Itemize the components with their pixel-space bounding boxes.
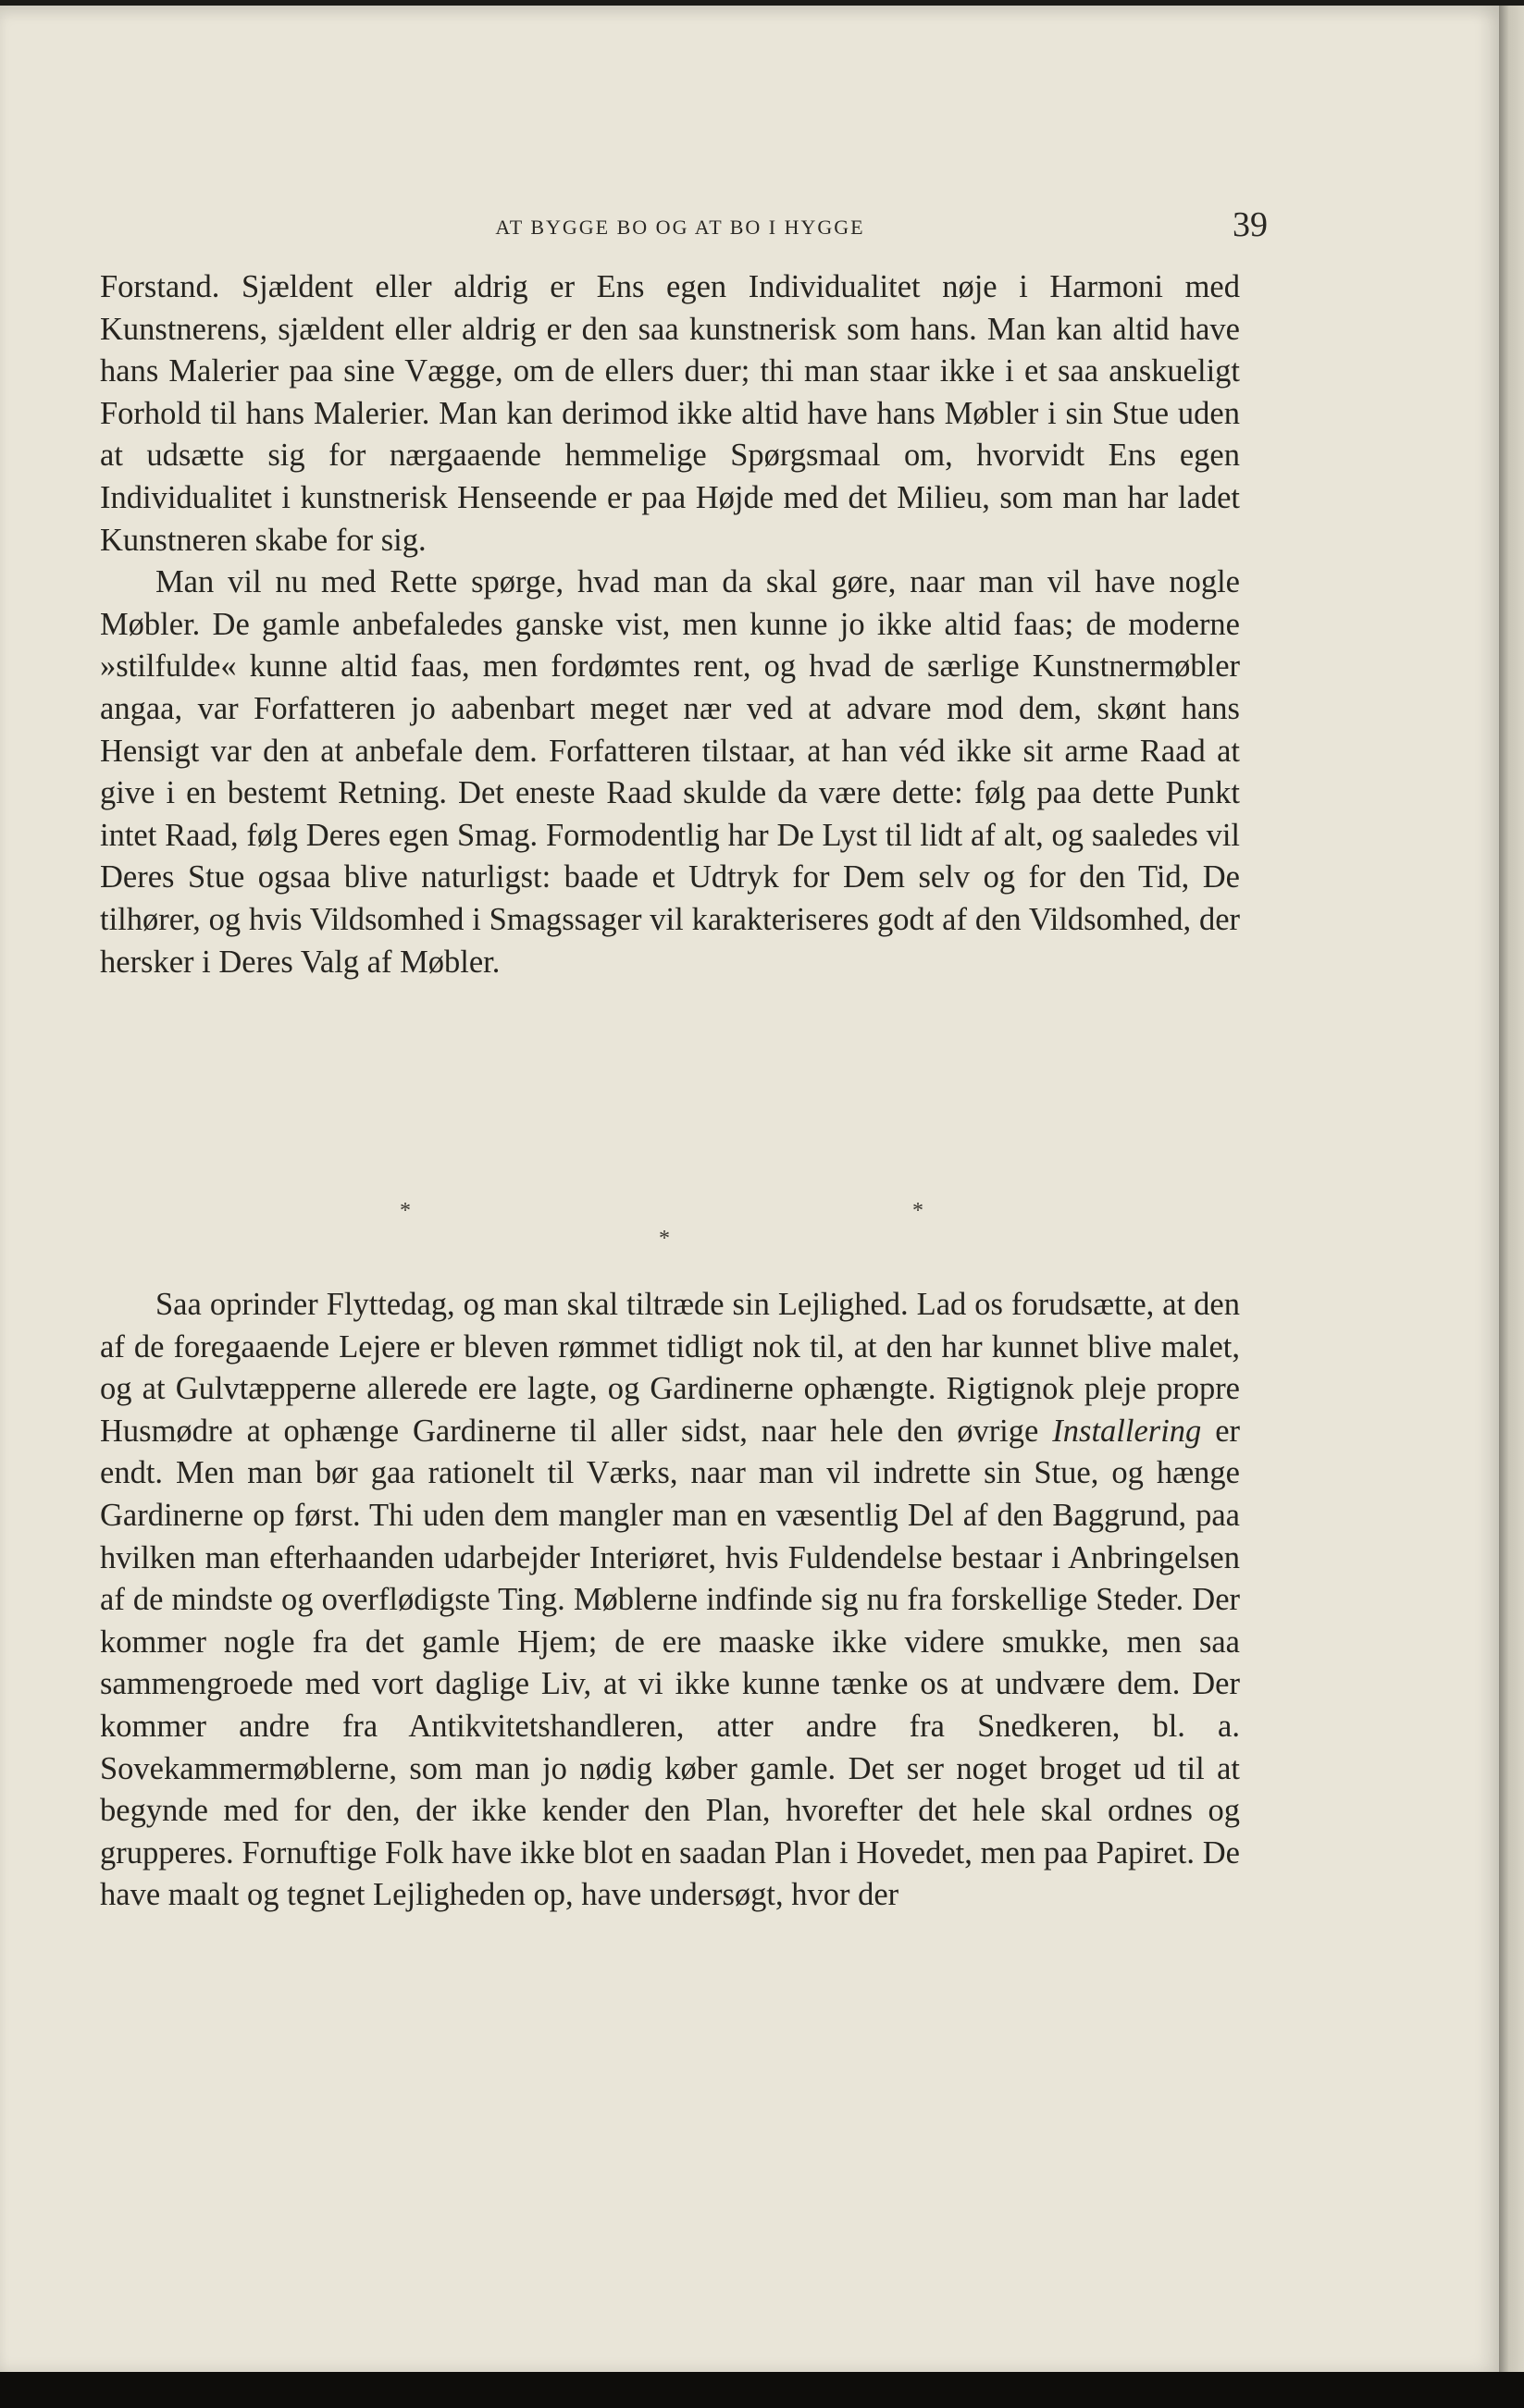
scan-border <box>0 2372 1524 2408</box>
running-header <box>93 204 1268 251</box>
page-edge <box>1499 6 1524 2372</box>
page-number: 39 <box>1233 205 1268 244</box>
text-block-lower <box>100 1284 1240 1917</box>
italic-word: Installering <box>1052 1413 1202 1449</box>
separator-asterisk: * <box>659 1227 670 1251</box>
paragraph-text: Saa oprinder Flyttedag, og man skal tiltræde sin Lejlighed. Lad os forudsætte, at den af de foregaaende Lejere er bleven rømmet tidligt nok til, at den har kunnet blive malet, og at Gulvtæpperne allerede ere lagte, og Gardinerne ophængte. Rigtignok pleje propre Husmødre at ophænge Gardinerne til aller sidst, naar hele den øvrige <box>100 1287 1240 1449</box>
paragraph-continued: Forstand. Sjældent eller aldrig er Ens egen Individualitet nøje i Harmoni med Kunstnerens, sjældent eller aldrig er den saa kunstnerisk som hans. Man kan altid have hans Malerier paa sine Vægge, om de ellers duer; thi man staar ikke i et saa anskueligt Forhold til hans Malerier. Man kan derimod ikke altid have hans Møbler i sin Stue uden at udsætte sig for nærgaaende hemmelige Spørgsmaal om, hvorvidt Ens egen Individualitet i kunstnerisk Henseende er paa Højde med det Milieu, som man har ladet Kunstneren skabe for sig. <box>100 269 1240 558</box>
text-block-upper <box>100 266 1240 983</box>
separator-asterisk: * <box>400 1199 411 1223</box>
section-separator <box>0 1199 1499 1254</box>
separator-asterisk: * <box>912 1199 923 1223</box>
paragraph-text: er endt. Men man bør gaa rationelt til Værks, naar man vil indrette sin Stue, og hænge Gardinerne op først. Thi uden dem mangler man en væsentlig Del af den Baggrund, paa hvilken man efterhaanden udarbejder Interiøret, hvis Fuldendelse bestaar i Anbringelsen af de mindste og overflødigste Ting. Møblerne indfinde sig nu fra forskellige Steder. Der kommer nogle fra det gamle Hjem; de ere maaske ikke videre smukke, men saa sammengroede med vort daglige Liv, at vi ikke kunne tænke os at undvære dem. Der kommer andre fra Antikvitetshandleren, atter andre fra Snedkeren, bl. a. Sovekammermøblerne, som man jo nødig køber gamle. Det ser noget broget ud til at begynde med for den, der ikke kender den Plan, hvorefter det hele skal ordnes og grupperes. Fornuftige Folk have ikke blot en saadan Plan i Hovedet, men paa Papiret. De have maalt og tegnet Lejligheden op, have undersøgt, hvor der <box>100 1413 1241 1913</box>
paragraph: Man vil nu med Rette spørge, hvad man da skal gøre, naar man vil have nogle Møbler. De gamle anbefaledes ganske vist, men kunne jo ikke altid faas; de moderne »stilfulde« kunne altid faas, men fordømtes rent, og hvad de særlige Kunstnermøbler angaa, var Forfatteren jo aabenbart meget nær ved at advare mod dem, skønt hans Hensigt var den at anbefale dem. Forfatteren tilstaar, at han véd ikke sit arme Raad at give i en bestemt Retning. Det eneste Raad skulde da være dette: følg paa dette Punkt intet Raad, følg Deres egen Smag. Formodentlig har De Lyst til lidt af alt, og saaledes vil Deres Stue ogsaa blive naturligst: baade et Udtryk for Dem selv og for den Tid, De tilhører, og hvis Vildsomhed i Smagssager vil karakteriseres godt af den Vildsomhed, der hersker i Deres Valg af Møbler. <box>100 564 1240 980</box>
book-page <box>0 6 1499 2372</box>
paragraph <box>100 1284 1240 1917</box>
running-title: AT BYGGE BO OG AT BO I HYGGE <box>495 216 865 239</box>
